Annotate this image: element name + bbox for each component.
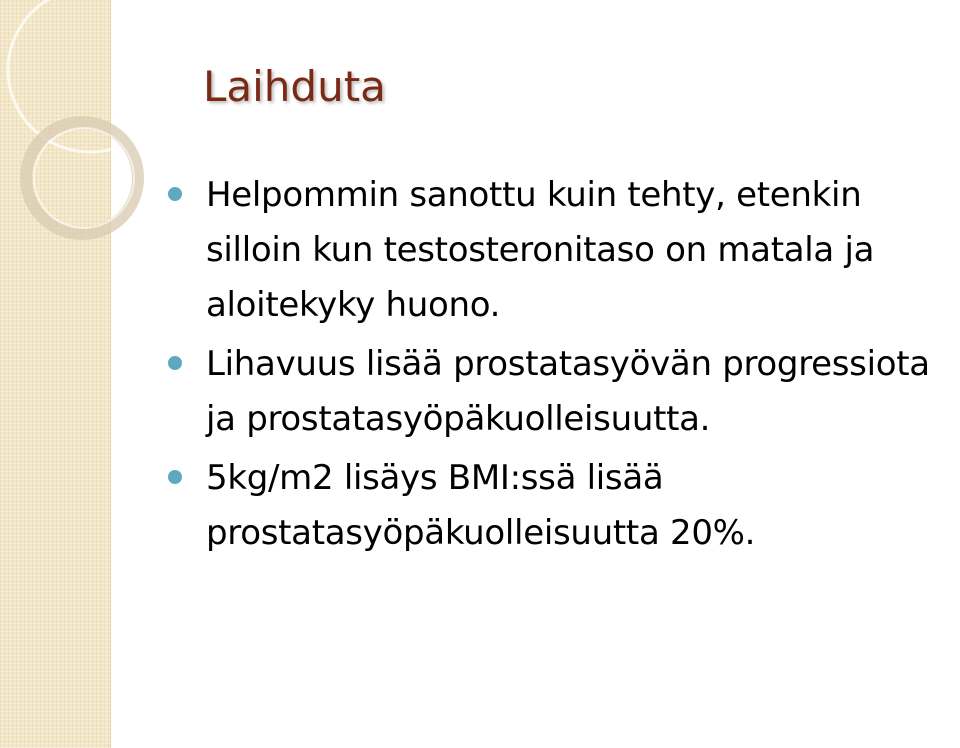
bullet-text: Helpommin sanottu kuin tehty, etenkin silloin kun testosteronitaso on matala ja aloitekyky huono.: [206, 175, 875, 325]
decorative-ring-medium: [26, 122, 138, 234]
decorative-ring-large: [8, 0, 160, 152]
decorative-rings: [0, 0, 160, 300]
bullet-text: Lihavuus lisää prostatasyövän progressiota ja prostatasyöpäkuolleisuutta.: [206, 344, 930, 439]
slide-title: Laihduta: [203, 62, 386, 111]
bullet-dot-icon: [168, 356, 182, 370]
bullet-text: 5kg/m2 lisäys BMI:ssä lisää prostatasyöpäkuolleisuutta 20%.: [206, 458, 756, 553]
decorative-ring-small: [34, 128, 134, 228]
bullet-dot-icon: [168, 187, 182, 201]
bullet-item: [168, 337, 954, 447]
bullet-dot-icon: [168, 470, 182, 484]
bullet-item: [168, 168, 954, 333]
bullet-list: [168, 168, 954, 565]
bullet-item: [168, 451, 954, 561]
